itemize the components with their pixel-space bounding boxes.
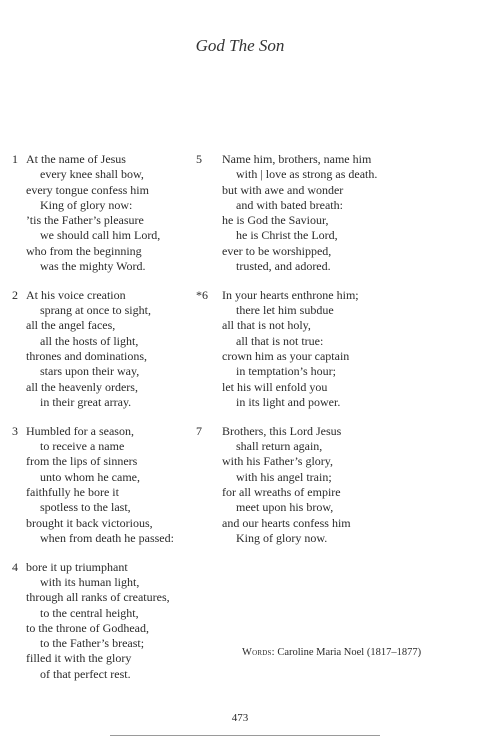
verse-line: we should call him Lord, <box>40 228 161 243</box>
verse-number: 2 <box>12 287 18 302</box>
verse-line: meet upon his brow, <box>236 500 334 515</box>
verse-line: all the hosts of light, <box>40 333 139 348</box>
verse-line: let his will enfold you <box>222 379 328 394</box>
verse-line: from the lips of sinners <box>26 454 138 469</box>
verse <box>196 152 426 274</box>
verse <box>12 152 202 274</box>
verse-line: when from death he passed: <box>40 530 174 545</box>
verse-line: who from the beginning <box>26 243 142 258</box>
left-column <box>12 152 202 696</box>
verse-line: of that perfect rest. <box>40 666 131 681</box>
verse-line: all the heavenly orders, <box>26 379 138 394</box>
verse-line: through all ranks of creatures, <box>26 590 170 605</box>
verse-number: 3 <box>12 423 18 438</box>
verse-line: brought it back victorious, <box>26 515 153 530</box>
verse <box>12 424 202 546</box>
verse-line: to the central height, <box>40 605 139 620</box>
verse-line: King of glory now. <box>236 530 328 545</box>
verse-line: with | love as strong as death. <box>236 167 378 182</box>
verse <box>12 560 202 682</box>
verse-line: all the angel faces, <box>26 318 116 333</box>
verse-number: 5 <box>196 152 202 166</box>
verse-line: was the mighty Word. <box>40 259 146 274</box>
verse-line: for all wreaths of empire <box>222 484 341 499</box>
verse-line: At the name of Jesus <box>26 152 126 166</box>
verse-line: with his Father’s glory, <box>222 454 333 469</box>
verse-line: Humbled for a season, <box>26 423 134 438</box>
footer-rule <box>110 735 380 736</box>
verse-line: he is God the Saviour, <box>222 213 329 228</box>
verse-number: 7 <box>196 423 202 438</box>
verse-lines <box>222 152 426 274</box>
verse-lines <box>222 288 426 410</box>
verse <box>12 288 202 410</box>
verse-line: with his angel train; <box>236 469 332 484</box>
verse-line: ever to be worshipped, <box>222 243 332 258</box>
verse-lines <box>26 152 202 274</box>
verse-line: every tongue confess him <box>26 182 149 197</box>
verse-lines <box>26 424 202 546</box>
page-number: 473 <box>231 712 249 724</box>
verse-lines <box>26 288 202 410</box>
page-title: God The Son <box>195 36 285 55</box>
verse-line: and our hearts confess him <box>222 515 351 530</box>
verse-line: all that is not true: <box>236 333 324 348</box>
words-credit: Caroline Maria Noel (1817–1877) <box>277 647 422 658</box>
verse-number: *6 <box>196 287 208 302</box>
verse-line: In your hearts enthrone him; <box>222 287 359 302</box>
verse-line: thrones and dominations, <box>26 349 147 364</box>
verse-line: in temptation’s hour; <box>236 364 336 379</box>
verse-line: ’tis the Father’s pleasure <box>26 213 144 228</box>
right-column <box>196 152 426 560</box>
verse-line: stars upon their way, <box>40 364 140 379</box>
verse-line: all that is not holy, <box>222 318 311 333</box>
verse-line: to the Father’s breast; <box>40 636 145 651</box>
verse-line: shall return again, <box>236 439 323 454</box>
verse-number: 1 <box>12 152 18 166</box>
verse-line: but with awe and wonder <box>222 182 344 197</box>
verse-line: to the throne of Godhead, <box>26 620 149 635</box>
verse-line: trusted, and adored. <box>236 259 331 274</box>
verse <box>196 288 426 410</box>
verse-line: every knee shall bow, <box>40 167 144 182</box>
verse-line: sprang at once to sight, <box>40 303 151 318</box>
verse-line: filled it with the glory <box>26 651 132 666</box>
words-label: Words: <box>242 647 275 658</box>
verse-lines <box>26 560 202 682</box>
verse-line: and with bated breath: <box>236 197 343 212</box>
verse <box>196 424 426 546</box>
verse-line: to receive a name <box>40 439 125 454</box>
verse-line: bore it up triumphant <box>26 559 128 574</box>
verse-line: in its light and power. <box>236 394 341 409</box>
verse-number: 4 <box>12 559 18 574</box>
verse-line: At his voice creation <box>26 287 126 302</box>
verse-line: he is Christ the Lord, <box>236 228 338 243</box>
verse-line: in their great array. <box>40 394 132 409</box>
verse-line: crown him as your captain <box>222 349 350 364</box>
verse-lines <box>222 424 426 546</box>
verse-line: Name him, brothers, name him <box>222 152 372 166</box>
verse-line: King of glory now: <box>40 197 133 212</box>
verse-line: unto whom he came, <box>40 469 140 484</box>
verse-line: spotless to the last, <box>40 500 131 515</box>
verse-line: Brothers, this Lord Jesus <box>222 423 342 438</box>
verse-line: there let him subdue <box>236 303 334 318</box>
verse-line: faithfully he bore it <box>26 484 119 499</box>
verse-line: with its human light, <box>40 574 140 589</box>
words-attribution <box>242 647 421 658</box>
